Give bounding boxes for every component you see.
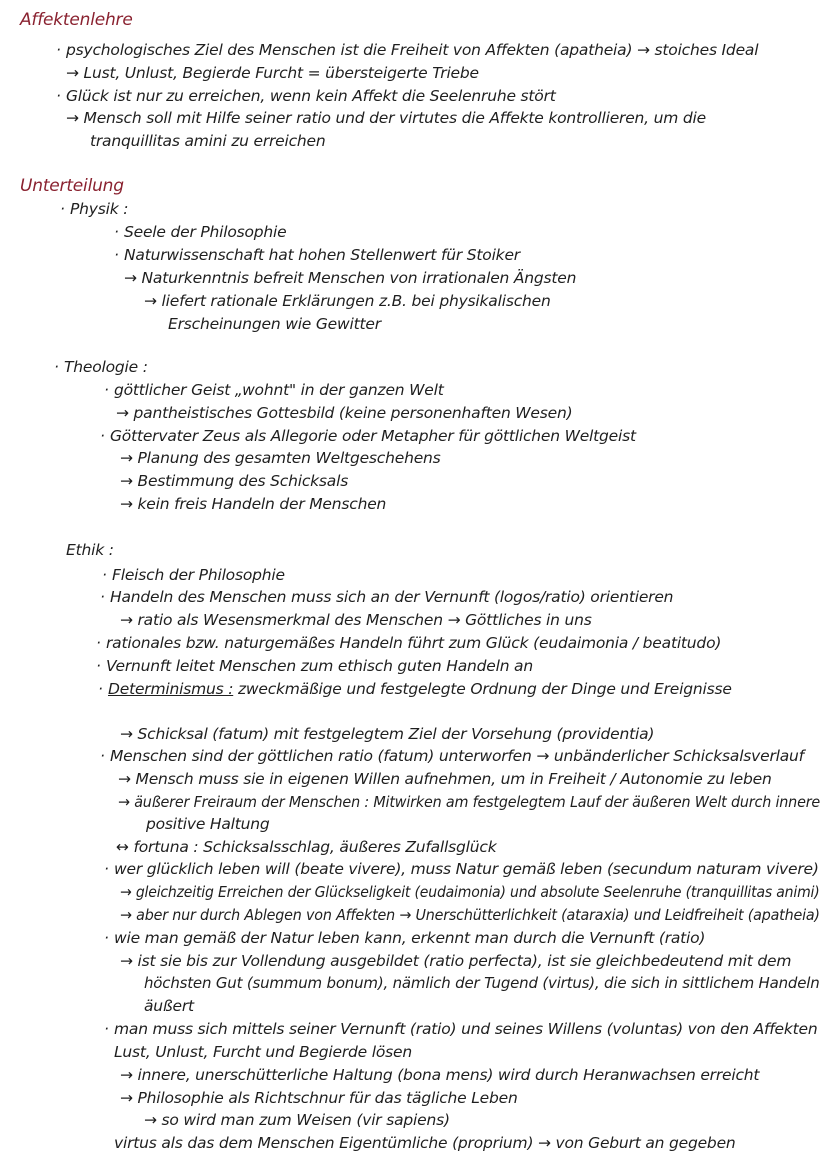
text-line: → aber nur durch Ablegen von Affekten → Unerschütterlichkeit (ataraxia) und Leidfreiheit (apatheia) — [120, 906, 820, 924]
text-line: → ist sie bis zur Vollendung ausgebildet (ratio perfecta), ist sie gleichbedeutend mit dem — [120, 952, 792, 970]
determinismus-line — [108, 679, 732, 699]
determinismus-definition: zweckmäßige und festgelegte Ordnung der Dinge und Ereignisse — [237, 680, 732, 698]
text-line: → innere, unerschütterliche Haltung (bona mens) wird durch Heranwachsen erreicht — [120, 1066, 760, 1084]
text-line: · Handeln des Menschen muss sich an der Vernunft (logos/ratio) orientieren — [110, 587, 673, 607]
text-line: ↔ fortuna : Schicksalsschlag, äußeres Zufallsglück — [116, 838, 497, 856]
text-line: · Seele der Philosophie — [124, 222, 287, 242]
text-line: höchsten Gut (summum bonum), nämlich der Tugend (virtus), die sich in sittlichem Handeln — [144, 974, 820, 992]
text-line: → kein freis Handeln der Menschen — [120, 495, 387, 513]
text-line: → Philosophie als Richtschnur für das tägliche Leben — [120, 1089, 518, 1107]
text-line: · wer glücklich leben will (beate vivere), muss Natur gemäß leben (secundum naturam vivere) — [114, 859, 819, 879]
text-line: Erscheinungen wie Gewitter — [168, 315, 381, 333]
heading-affektenlehre: Affektenlehre — [20, 10, 133, 30]
text-line: → Lust, Unlust, Begierde Furcht = übersteigerte Triebe — [66, 64, 479, 82]
text-line: → Bestimmung des Schicksals — [120, 472, 349, 490]
text-line: → gleichzeitig Erreichen der Glückseligkeit (eudaimonia) und absolute Seelenruhe (tranquillitas animi) — [120, 883, 820, 901]
text-line: → Mensch muss sie in eigenen Willen aufnehmen, um in Freiheit / Autonomie zu leben — [118, 770, 772, 788]
text-line: äußert — [144, 997, 194, 1015]
text-line: → Schicksal (fatum) mit festgelegtem Ziel der Vorsehung (providentia) — [120, 725, 655, 743]
text-line: → liefert rationale Erklärungen z.B. bei physikalischen — [144, 292, 551, 310]
text-line: · Vernunft leitet Menschen zum ethisch guten Handeln an — [106, 656, 533, 676]
text-line: · göttlicher Geist „wohnt" in der ganzen Welt — [114, 380, 444, 400]
determinismus-term: Determinismus : — [108, 680, 234, 698]
text-line: · Göttervater Zeus als Allegorie oder Metapher für göttlichen Weltgeist — [110, 426, 636, 446]
text-line: Lust, Unlust, Furcht und Begierde lösen — [114, 1043, 412, 1061]
text-line: · Naturwissenschaft hat hohen Stellenwert für Stoiker — [124, 245, 520, 265]
text-line: → äußerer Freiraum der Menschen : Mitwirken am festgelegtem Lauf der äußeren Welt durch innere — [118, 793, 821, 811]
heading-physik: · Physik : — [70, 199, 128, 219]
text-line: → so wird man zum Weisen (vir sapiens) — [144, 1111, 450, 1129]
text-line: → Planung des gesamten Weltgeschehens — [120, 449, 441, 467]
text-line: → Mensch soll mit Hilfe seiner ratio und der virtutes die Affekte kontrollieren, um die — [66, 109, 706, 127]
text-line: · psychologisches Ziel des Menschen ist die Freiheit von Affekten (apatheia) → stoiches Ideal — [66, 40, 758, 60]
text-line: · rationales bzw. naturgemäßes Handeln führt zum Glück (eudaimonia / beatitudo) — [106, 633, 721, 653]
heading-theologie: · Theologie : — [64, 357, 148, 377]
text-line: · Glück ist nur zu erreichen, wenn kein Affekt die Seelenruhe stört — [66, 86, 556, 106]
heading-ethik: Ethik : — [66, 541, 114, 559]
text-line: · Fleisch der Philosophie — [112, 565, 285, 585]
heading-unterteilung: Unterteilung — [20, 176, 124, 196]
text-line: → pantheistisches Gottesbild (keine personenhaften Wesen) — [116, 404, 573, 422]
text-line: · wie man gemäß der Natur leben kann, erkennt man durch die Vernunft (ratio) — [114, 928, 705, 948]
text-line: virtus als das dem Menschen Eigentümliche (proprium) → von Geburt an gegeben — [114, 1134, 736, 1152]
text-line: · man muss sich mittels seiner Vernunft (ratio) und seines Willens (voluntas) von den Affekten — [114, 1019, 817, 1039]
text-line: · Menschen sind der göttlichen ratio (fatum) unterworfen → unbänderlicher Schicksalsverlauf — [110, 746, 804, 766]
text-line: → ratio als Wesensmerkmal des Menschen → Göttliches in uns — [120, 611, 592, 629]
text-line: positive Haltung — [146, 815, 270, 833]
text-line: → Naturkenntnis befreit Menschen von irrationalen Ängsten — [124, 269, 577, 287]
text-line: tranquillitas amini zu erreichen — [90, 132, 326, 150]
